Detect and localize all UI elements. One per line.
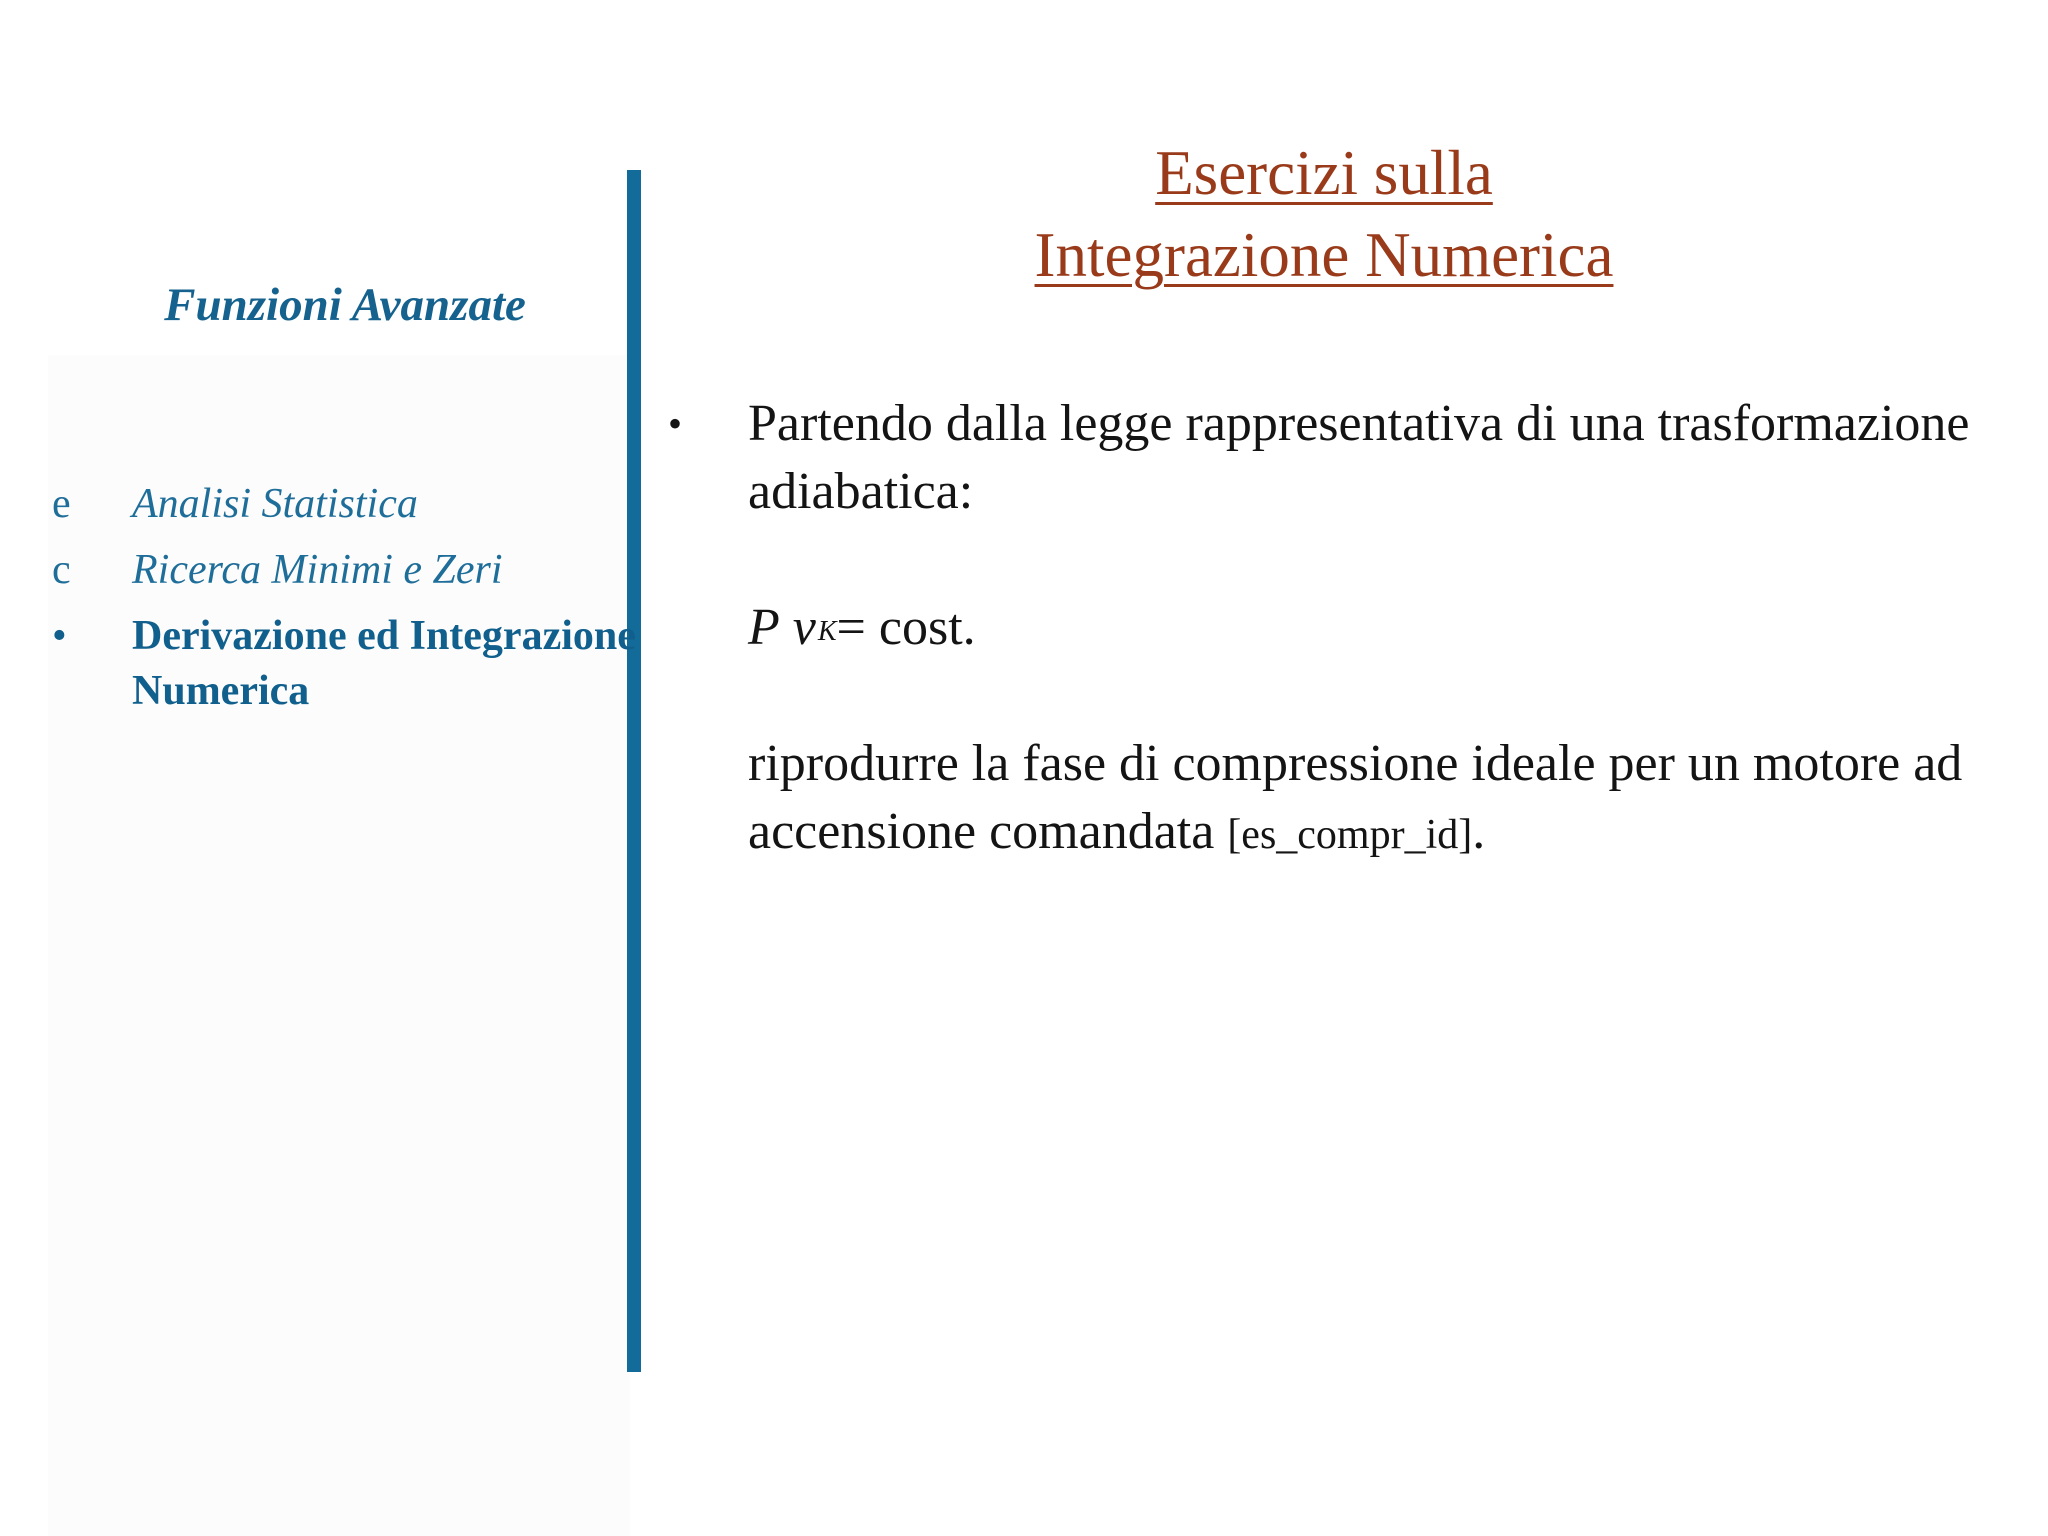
slide-content	[668, 390, 2008, 869]
slide-title-line-1: Esercizi sulla	[1155, 138, 1493, 208]
section-title: Funzioni Avanzate	[164, 279, 526, 331]
topic-label: Ricerca Minimi e Zeri	[132, 547, 503, 593]
topic-item-analisi-statistica	[52, 477, 418, 532]
task-text	[748, 730, 2008, 869]
formula-volume: v	[792, 599, 816, 656]
sidebar-panel	[48, 355, 630, 1536]
code-reference: [es_compr_id]	[1227, 812, 1473, 858]
intro-text: Partendo dalla legge rappresentativa di una trasformazione adiabatica:	[748, 395, 1970, 520]
vertical-divider	[627, 170, 641, 1372]
formula-pressure: P	[748, 599, 780, 656]
bullet-marker: •	[668, 401, 683, 446]
topic-marker: e	[52, 481, 71, 527]
topic-marker: c	[52, 547, 71, 593]
formula-exponent: K	[817, 616, 837, 647]
topic-label: Analisi Statistica	[132, 481, 418, 527]
formula-rest: = cost.	[836, 599, 976, 656]
bullet-item	[668, 390, 2008, 526]
end-punctuation: .	[1472, 803, 1486, 860]
adiabatic-formula	[748, 594, 2008, 662]
task-description: riprodurre la fase di compressione ideale per un motore ad accensione comandata	[748, 735, 1963, 860]
slide-title-line-2: Integrazione Numerica	[1034, 220, 1614, 290]
topic-item-ricerca-minimi	[52, 543, 503, 598]
topic-item-derivazione-current	[52, 609, 652, 719]
slide-title	[668, 132, 1980, 296]
topic-marker: •	[52, 613, 67, 659]
topic-label: Derivazione ed Integrazione Numerica	[132, 613, 636, 714]
